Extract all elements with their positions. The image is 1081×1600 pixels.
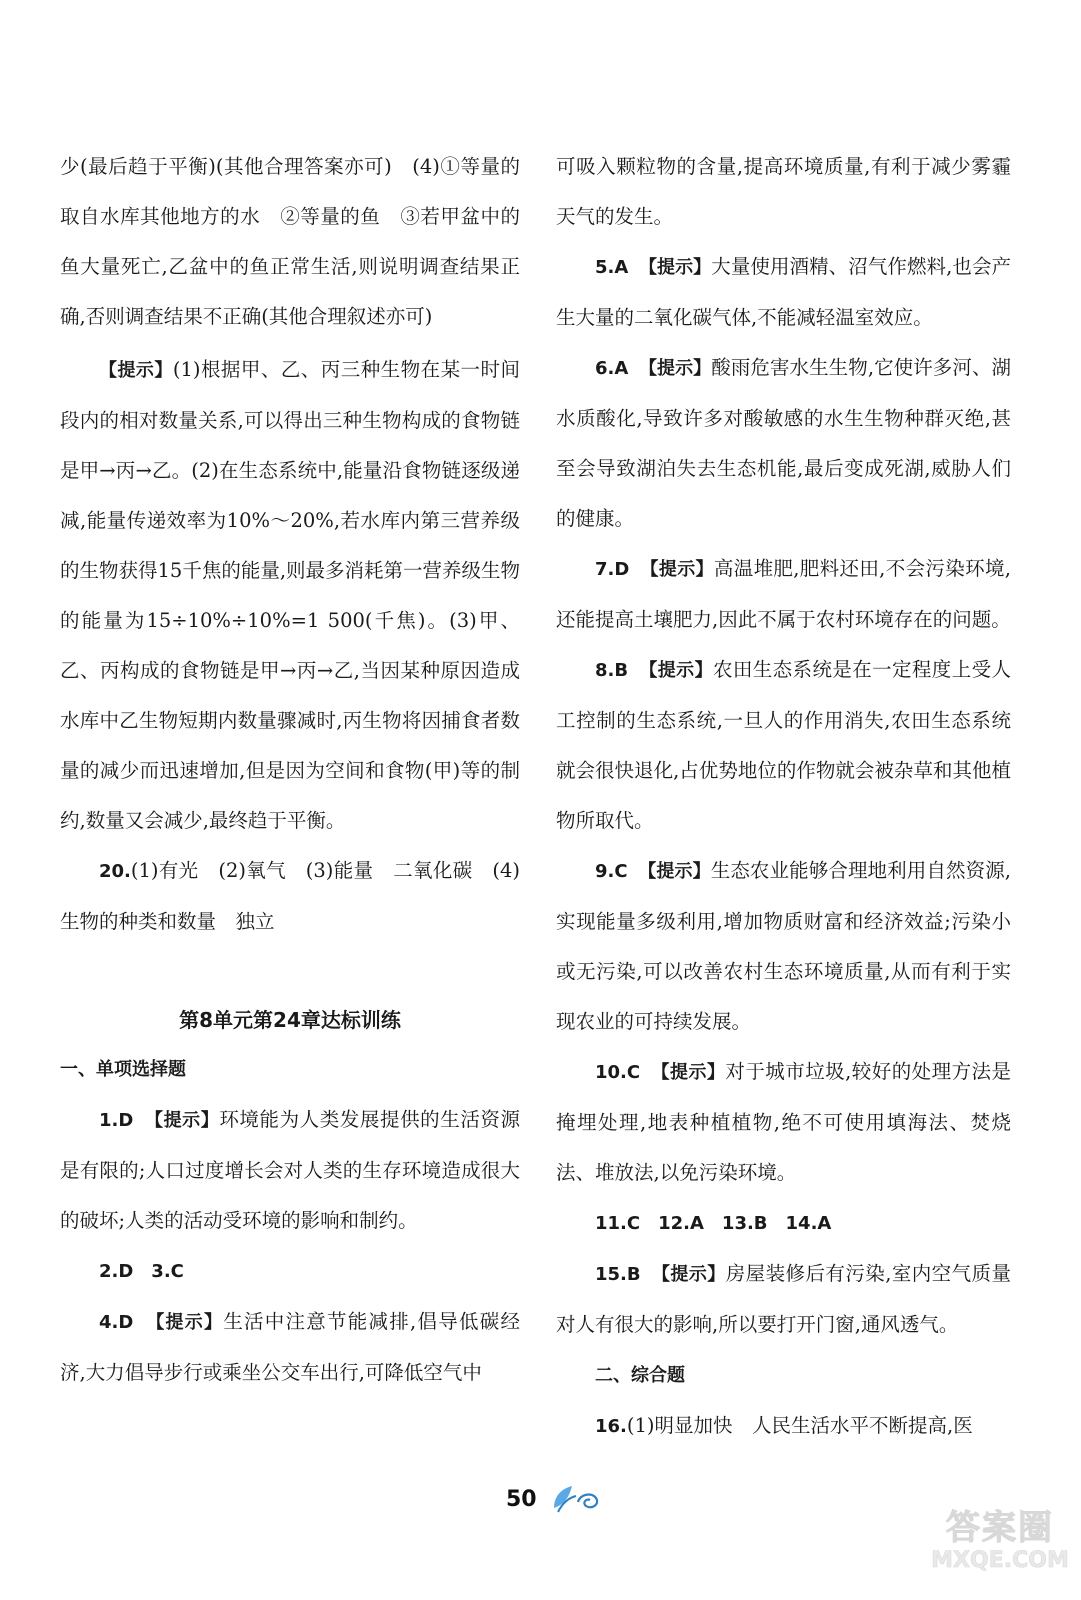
left-column	[60, 142, 520, 1398]
answer-8	[556, 645, 1011, 846]
hint-text: (1)根据甲、乙、丙三种生物在某一时间段内的相对数量关系,可以得出三种生物构成的食物链是甲→丙→乙。(2)在生态系统中,能量沿食物链逐级递减,能量传递效率为10%～20%,若水库内第三营养级的生物获得15千焦的能量,则最多消耗第一营养级生物的能量为15÷10%÷10%=1 500(千焦)。(3)甲、乙、丙构成的食物链是甲→丙→乙,当因某种原因造成水库中乙生物短期内数量骤减时,丙生物将因捕食者数量的减少而迅速增加,但是因为空间和食物(甲)等的制约,数量又会减少,最终趋于平衡。	[60, 358, 521, 832]
hint-text: 大量使用酒精、沼气作燃料,也会产生大量的二氧化碳气体,不能减轻温室效应。	[556, 255, 1012, 329]
answer-4-continuation: 可吸入颗粒物的含量,提高环境质量,有利于减少雾霾天气的发生。	[556, 155, 1011, 228]
page-number: 50	[506, 1487, 537, 1512]
watermark-text: 答案圈	[946, 1508, 1054, 1548]
hint-text: 环境能为人类发展提供的生活资源是有限的;人口过度增长会对人类的生存环境造成很大的破坏;人类的活动受环境的影响和制约。	[60, 1108, 520, 1232]
answer-9	[556, 846, 1011, 1047]
hint-text: 生态农业能够合理地利用自然资源,实现能量多级利用,增加物质财富和经济效益;污染小或无污染,可以改善农村生态环境质量,从而有利于实现农业的可持续发展。	[556, 859, 1011, 1033]
question-number: 20.	[99, 861, 131, 882]
hint-text: 生活中注意节能减排,倡导低碳经济,大力倡导步行或乘坐公交车出行,可降低空气中	[60, 1310, 520, 1384]
hint-label: 【提示】	[153, 1110, 220, 1131]
hint-text: 房屋装修后有污染,室内空气质量对人有很大的影响,所以要打开门窗,通风透气。	[556, 1262, 1011, 1336]
answer-19-continuation: 少(最后趋于平衡)(其他合理答案亦可) (4)①等量的取自水库其他地方的水 ②等量的鱼 ③若甲盆中的鱼大量死亡,乙盆中的鱼正常生活,则说明调查结果正确,否则调查结果不正确(其他合理叙述亦可)	[60, 155, 520, 328]
answer-10	[556, 1047, 1011, 1198]
answer-4	[60, 1297, 520, 1398]
question-number: 10.C	[595, 1062, 641, 1083]
leaf-swirl-icon	[548, 1482, 612, 1516]
hint-label: 【提示】	[99, 360, 173, 381]
answer-16	[556, 1401, 1011, 1452]
hint-text: 对于城市垃圾,较好的处理方法是掩埋处理,地表种植植物,绝不可使用填海法、焚烧法、堆放法,以免污染环境。	[556, 1060, 1011, 1184]
question-number: 6.A	[595, 358, 629, 379]
subsection-title: 二、综合题	[595, 1365, 685, 1386]
question-number: 8.B	[595, 660, 629, 681]
answers-2-3	[60, 1246, 520, 1297]
answer-5	[556, 242, 1011, 343]
question-number: 15.B	[595, 1264, 641, 1285]
answer-19-hint	[60, 345, 520, 846]
answers-inline: 11.C 12.A 13.B 14.A	[595, 1213, 832, 1234]
answer-15	[556, 1249, 1011, 1350]
answers-11-14	[556, 1198, 1011, 1249]
hint-label: 【提示】	[660, 1062, 726, 1083]
answer-1	[60, 1095, 520, 1246]
question-number: 4.D	[99, 1312, 134, 1333]
hint-label: 【提示】	[647, 257, 712, 278]
watermark-logo	[930, 1500, 1070, 1595]
section-title: 第8单元第24章达标训练	[179, 1008, 401, 1032]
right-column	[556, 142, 1011, 1452]
question-number: 5.A	[595, 257, 629, 278]
hint-label: 【提示】	[649, 559, 714, 580]
hint-label: 【提示】	[155, 1312, 224, 1333]
answer-6	[556, 343, 1011, 544]
question-number: 16.	[595, 1416, 627, 1437]
hint-text: 高温堆肥,肥料还田,不会污染环境,还能提高土壤肥力,因此不属于农村环境存在的问题。	[556, 557, 1011, 631]
answer-7	[556, 544, 1011, 645]
subsection-title-2-wrap	[556, 1350, 1011, 1401]
answer-text: (1)有光 (2)氧气 (3)能量 二氧化碳 (4)生物的种类和数量 独立	[60, 859, 520, 933]
answer-20	[60, 846, 520, 947]
hint-text: 酸雨危害水生生物,它使许多河、湖水质酸化,导致许多对酸敏感的水生生物种群灭绝,甚至会导致湖泊失去生态机能,最后变成死湖,威胁人们的健康。	[556, 356, 1012, 530]
question-number: 9.C	[595, 861, 628, 882]
hint-label: 【提示】	[648, 660, 713, 681]
question-number: 7.D	[595, 559, 630, 580]
subsection-title: 一、单项选择题	[60, 1059, 186, 1080]
hint-text: 农田生态系统是在一定程度上受人工控制的生态系统,一旦人的作用消失,农田生态系统就会很快退化,占优势地位的作物就会被杂草和其他植物所取代。	[556, 658, 1011, 832]
question-number: 1.D	[99, 1110, 134, 1131]
watermark-url: MXQE.COM	[931, 1548, 1069, 1573]
answer-text: (1)明显加快 人民生活水平不断提高,医	[626, 1414, 973, 1437]
answers-inline: 2.D 3.C	[99, 1261, 184, 1282]
hint-label: 【提示】	[647, 861, 711, 882]
hint-label: 【提示】	[660, 1264, 726, 1285]
hint-label: 【提示】	[647, 358, 712, 379]
